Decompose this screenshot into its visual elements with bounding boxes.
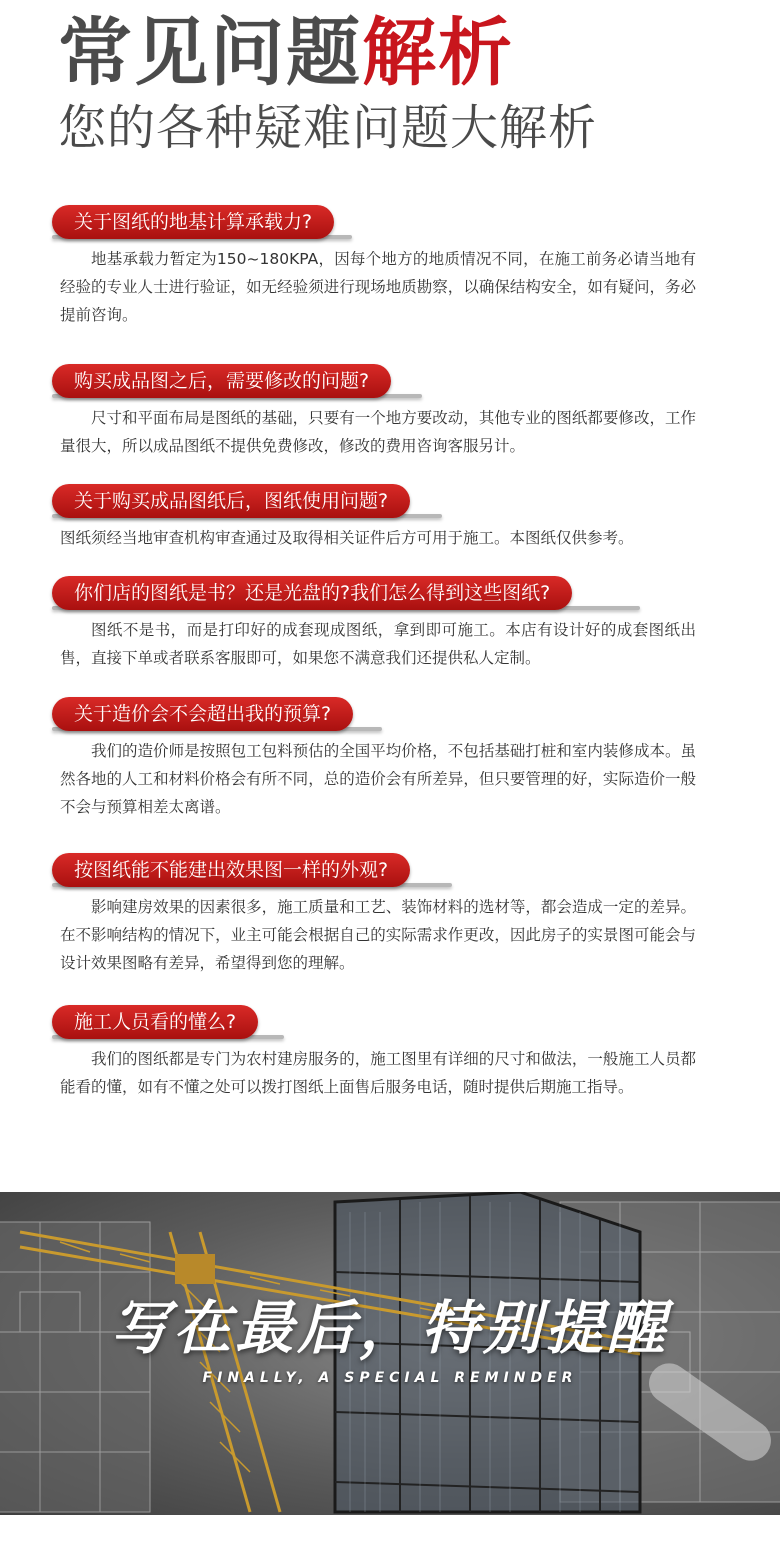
faq-item-foundation bbox=[0, 205, 780, 329]
faq-item-usage bbox=[0, 484, 780, 552]
faq-answer: 图纸不是书，而是打印好的成套现成图纸，拿到即可施工。本店有设计好的成套图纸出售，直接下单或者联系客服即可，如果您不满意我们还提供私人定制。 bbox=[60, 621, 696, 667]
faq-answer: 尺寸和平面布局是图纸的基础，只要有一个地方要改动，其他专业的图纸都要修改，工作量很大，所以成品图纸不提供免费修改，修改的费用咨询客服另计。 bbox=[60, 409, 696, 455]
page-title bbox=[58, 8, 514, 98]
faq-question: 按图纸能不能建出效果图一样的外观? bbox=[52, 853, 410, 887]
faq-answer: 我们的图纸都是专门为农村建房服务的，施工图里有详细的尺寸和做法，一般施工人员都能看的懂，如有不懂之处可以拨打图纸上面售后服务电话，随时提供后期施工指导。 bbox=[60, 1050, 696, 1096]
faq-answer: 图纸须经当地审查机构审查通过及取得相关证件后方可用于施工。本图纸仅供参考。 bbox=[60, 529, 634, 547]
faq-question: 关于购买成品图纸后，图纸使用问题? bbox=[52, 484, 410, 518]
banner-subtitle: FINALLY, A SPECIAL REMINDER bbox=[202, 1370, 578, 1386]
faq-question: 关于图纸的地基计算承载力? bbox=[52, 205, 334, 239]
page-subtitle: 您的各种疑难问题大解析 bbox=[58, 100, 598, 156]
faq-answer: 影响建房效果的因素很多，施工质量和工艺、装饰材料的选材等，都会造成一定的差异。在不影响结构的情况下，业主可能会根据自己的实际需求作更改，因此房子的实景图可能会与设计效果图略有差异，希望得到您的理解。 bbox=[60, 898, 696, 972]
title-accent: 解析 bbox=[362, 10, 514, 96]
faq-question: 关于造价会不会超出我的预算? bbox=[52, 697, 353, 731]
reminder-banner bbox=[0, 1192, 780, 1515]
title-main: 常见问题 bbox=[58, 10, 362, 96]
faq-answer: 我们的造价师是按照包工包料预估的全国平均价格，不包括基础打桩和室内装修成本。虽然各地的人工和材料价格会有所不同，总的造价会有所差异，但只要管理的好，实际造价一般不会与预算相差太离谱。 bbox=[60, 742, 696, 816]
faq-question: 施工人员看的懂么? bbox=[52, 1005, 258, 1039]
faq-question: 购买成品图之后，需要修改的问题? bbox=[52, 364, 391, 398]
faq-question: 你们店的图纸是书？还是光盘的?我们怎么得到这些图纸? bbox=[52, 576, 572, 610]
faq-item-appearance bbox=[0, 853, 780, 977]
faq-item-modification bbox=[0, 364, 780, 460]
faq-item-budget bbox=[0, 697, 780, 821]
banner-title: 写在最后，特别提醒 bbox=[110, 1294, 669, 1362]
faq-item-delivery bbox=[0, 576, 780, 672]
faq-answer: 地基承载力暂定为150~180KPA，因每个地方的地质情况不同，在施工前务必请当地有经验的专业人士进行验证，如无经验须进行现场地质勘察，以确保结构安全，如有疑问，务必提前咨询。 bbox=[60, 250, 696, 324]
faq-item-workers bbox=[0, 1005, 780, 1101]
